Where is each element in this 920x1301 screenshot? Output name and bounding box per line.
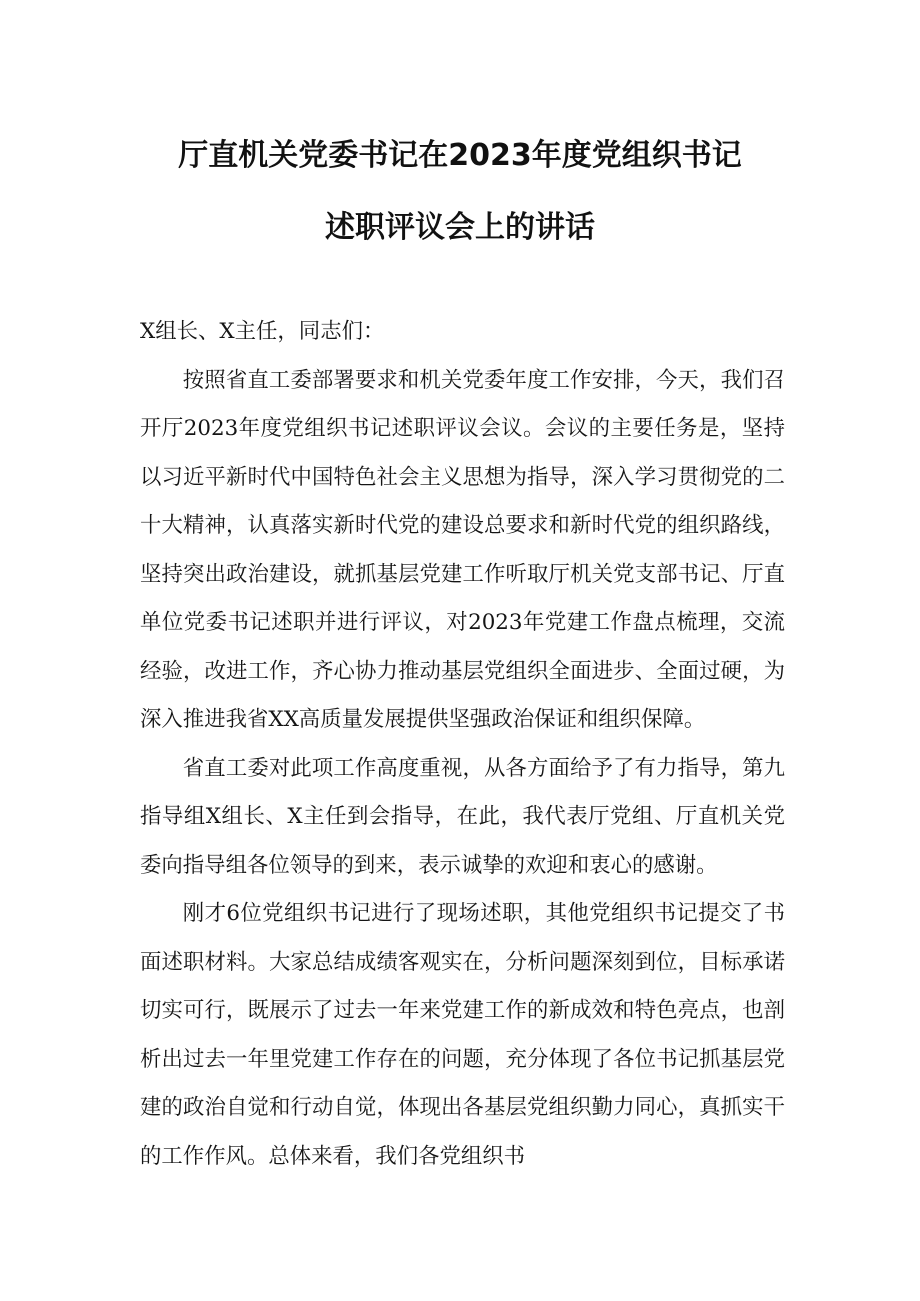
document-body <box>140 308 785 1181</box>
document-title-line-1: 厅直机关党委书记在2023年度党组织书记 <box>178 138 742 173</box>
document-title-line-2: 述职评议会上的讲话 <box>325 210 595 245</box>
paragraph-1: 按照省直工委部署要求和机关党委年度工作安排，今天，我们召开厅2023年度党组织书记述职评议会议。会议的主要任务是，坚持以习近平新时代中国特色社会主义思想为指导，深入学习贯彻党的二十大精神，认真落实新时代党的建设总要求和新时代党的组织路线，坚持突出政治建设，就抓基层党建工作听取厅机关党支部书记、厅直单位党委书记述职并进行评议，对2023年党建工作盘点梳理，交流经验，改进工作，齐心协力推动基层党组织全面进步、全面过硬，为深入推进我省XX高质量发展提供坚强政治保证和组织保障。 <box>140 367 785 732</box>
paragraph-2: 省直工委对此项工作高度重视，从各方面给予了有力指导，第九指导组X组长、X主任到会指导，在此，我代表厅党组、厅直机关党委向指导组各位领导的到来，表示诚挚的欢迎和衷心的感谢。 <box>140 755 785 878</box>
paragraph-3: 刚才6位党组织书记进行了现场述职，其他党组织书记提交了书面述职材料。大家总结成绩客观实在，分析问题深刻到位，目标承诺切实可行，既展示了过去一年来党建工作的新成效和特色亮点，也剖析出过去一年里党建工作存在的问题，充分体现了各位书记抓基层党建的政治自觉和行动自觉，体现出各基层党组织勤力同心，真抓实干的工作作风。总体来看，我们各党组织书 <box>140 901 785 1169</box>
salutation: X组长、X主任，同志们： <box>140 319 385 344</box>
